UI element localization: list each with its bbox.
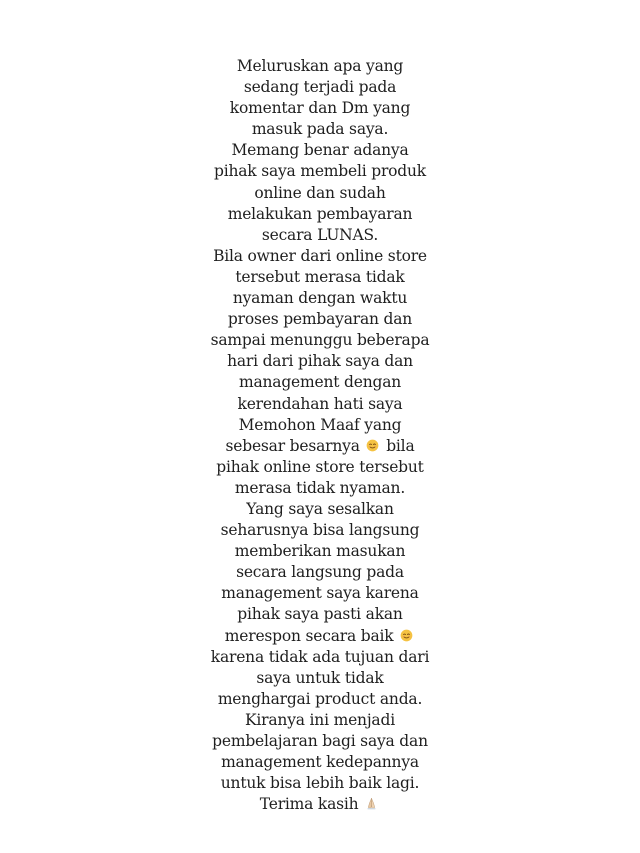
text-line: sedang terjadi pada: [243, 78, 397, 97]
closing-line: [0, 794, 640, 815]
text-line: masuk pada saya.: [251, 120, 389, 139]
text-line: pihak saya membeli produk: [213, 162, 426, 181]
text-line: kerendahan hati saya: [237, 394, 403, 413]
text-line: sampai menunggu beberapa: [210, 331, 430, 350]
text-line: komentar dan Dm yang: [229, 99, 411, 118]
text-line: online dan sudah: [254, 183, 386, 202]
text-line: untuk bisa lebih baik lagi.: [220, 774, 420, 793]
text-fragment: bila: [386, 436, 415, 455]
text-fragment: sebesar besarnya: [225, 436, 360, 455]
text-line: nyaman dengan waktu: [232, 289, 408, 308]
text-line: secara LUNAS.: [261, 225, 379, 244]
text-fragment: merespon secara baik: [224, 626, 394, 645]
text-line: karena tidak ada tujuan dari: [210, 647, 430, 666]
text-line: pihak saya pasti akan: [237, 605, 403, 624]
smiling-face-icon: [366, 439, 379, 452]
closing-text: Terima kasih: [259, 795, 359, 814]
text-line: secara langsung pada: [236, 563, 404, 582]
text-line: pihak online store tersebut: [216, 457, 424, 476]
text-line-with-emoji: [0, 626, 640, 647]
text-line: Memang benar adanya: [231, 141, 409, 160]
text-line-with-emoji: [0, 436, 640, 457]
text-line: Meluruskan apa yang: [236, 57, 404, 75]
text-line: Bila owner dari online store: [213, 246, 427, 265]
text-line: management dengan: [238, 373, 402, 392]
text-line: proses pembayaran dan: [227, 310, 413, 329]
statement-text: [0, 56, 640, 815]
text-line: memberikan masukan: [234, 542, 406, 561]
text-line: hari dari pihak saya dan: [227, 352, 413, 371]
text-line: Yang saya sesalkan: [246, 499, 394, 518]
text-line: tersebut merasa tidak: [235, 267, 405, 286]
folded-hands-icon: [365, 797, 378, 810]
text-line: merasa tidak nyaman.: [234, 478, 406, 497]
text-line: saya untuk tidak: [256, 668, 384, 687]
text-line: Memohon Maaf yang: [238, 415, 402, 434]
smiling-face-icon: [400, 629, 413, 642]
text-line: Kiranya ini menjadi: [245, 710, 395, 729]
text-line: pembelajaran bagi saya dan: [212, 732, 428, 750]
text-line: seharusnya bisa langsung: [220, 521, 420, 540]
text-line: management kedepannya: [221, 753, 419, 772]
text-line: management saya karena: [221, 584, 419, 603]
text-line: melakukan pembayaran: [227, 204, 413, 223]
text-line: menghargai product anda.: [217, 689, 423, 708]
